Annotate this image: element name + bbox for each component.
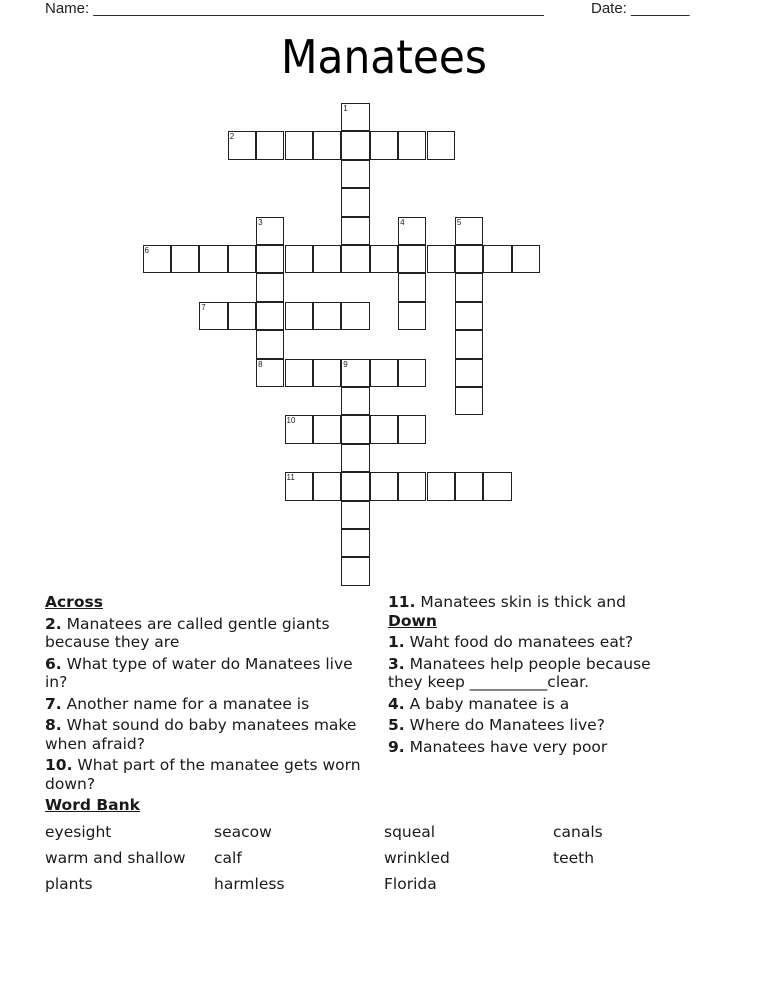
grid-cell[interactable]	[341, 501, 369, 529]
word-bank-item: warm and shallow	[45, 849, 186, 867]
grid-cell[interactable]	[199, 245, 227, 273]
grid-cell[interactable]	[285, 415, 313, 443]
grid-cell[interactable]	[370, 415, 398, 443]
grid-cell[interactable]	[398, 359, 426, 387]
grid-cell[interactable]	[313, 245, 341, 273]
grid-cell[interactable]	[285, 302, 313, 330]
word-bank-heading: Word Bank	[45, 796, 140, 814]
clue-number: 6	[144, 246, 149, 255]
grid-cell[interactable]	[285, 131, 313, 159]
grid-cell[interactable]	[455, 359, 483, 387]
grid-cell[interactable]	[341, 103, 369, 131]
grid-cell[interactable]	[341, 245, 369, 273]
word-bank-item: harmless	[214, 875, 285, 893]
clue-down-4: 4. A baby manatee is a	[388, 694, 570, 713]
grid-cell[interactable]	[398, 245, 426, 273]
grid-cell[interactable]	[483, 245, 511, 273]
grid-cell[interactable]	[455, 302, 483, 330]
grid-cell[interactable]	[398, 273, 426, 301]
grid-cell[interactable]	[313, 302, 341, 330]
date-field[interactable]: Date: _______	[591, 0, 690, 17]
clue-number: 11	[286, 473, 295, 483]
grid-cell[interactable]	[455, 245, 483, 273]
clue-across-11: 11. Manatees skin is thick and	[388, 593, 626, 611]
clue-across-10: 10. What part of the manatee gets worn down?	[45, 756, 361, 793]
grid-cell[interactable]	[341, 217, 369, 245]
grid-cell[interactable]	[285, 359, 313, 387]
grid-cell[interactable]	[398, 302, 426, 330]
word-bank-item: eyesight	[45, 823, 112, 841]
across-heading: Across	[45, 593, 103, 611]
grid-cell[interactable]	[143, 245, 171, 273]
grid-cell[interactable]	[483, 472, 511, 500]
grid-cell[interactable]	[256, 330, 284, 358]
clue-number: 1	[343, 104, 348, 113]
grid-cell[interactable]	[398, 131, 426, 159]
grid-cell[interactable]	[341, 188, 369, 216]
clue-number: 9	[343, 359, 348, 369]
grid-cell[interactable]	[455, 217, 483, 245]
page-title: Manatees	[281, 30, 487, 84]
clue-across-6: 6. What type of water do Manatees live in?	[45, 654, 353, 691]
grid-cell[interactable]	[427, 245, 455, 273]
grid-cell[interactable]	[370, 131, 398, 159]
grid-cell[interactable]	[199, 302, 227, 330]
grid-cell[interactable]	[228, 245, 256, 273]
grid-cell[interactable]	[370, 472, 398, 500]
grid-cell[interactable]	[256, 131, 284, 159]
grid-cell[interactable]	[455, 330, 483, 358]
clue-number: 3	[258, 217, 263, 227]
clue-number: 5	[456, 217, 462, 227]
grid-cell[interactable]	[256, 359, 284, 387]
grid-cell[interactable]	[256, 217, 284, 245]
clue-number: 4	[400, 217, 405, 227]
grid-cell[interactable]	[256, 302, 284, 330]
grid-cell[interactable]	[313, 359, 341, 387]
grid-cell[interactable]	[341, 131, 369, 159]
grid-cell[interactable]	[313, 131, 341, 159]
grid-cell[interactable]	[341, 160, 369, 188]
clue-number: 8	[258, 359, 263, 369]
clues-left-column	[45, 593, 365, 796]
grid-cell[interactable]	[313, 472, 341, 500]
grid-cell[interactable]	[512, 245, 540, 273]
grid-cell[interactable]	[285, 245, 313, 273]
grid-cell[interactable]	[228, 131, 256, 159]
word-bank-item: wrinkled	[384, 849, 450, 867]
grid-cell[interactable]	[341, 444, 369, 472]
grid-cell[interactable]	[398, 472, 426, 500]
down-heading: Down	[388, 611, 437, 630]
grid-cell[interactable]	[398, 217, 426, 245]
grid-cell[interactable]	[341, 529, 369, 557]
grid-cell[interactable]	[398, 415, 426, 443]
grid-cell[interactable]	[256, 245, 284, 273]
grid-cell[interactable]	[455, 472, 483, 500]
grid-cell[interactable]	[256, 273, 284, 301]
word-bank-item: seacow	[214, 823, 272, 841]
grid-cell[interactable]	[171, 245, 199, 273]
clue-down-5: 5. Where do Manatees live?	[388, 716, 605, 734]
clue-down-9: 9. Manatees have very poor	[388, 737, 608, 756]
grid-cell[interactable]	[455, 273, 483, 301]
grid-cell[interactable]	[285, 472, 313, 500]
word-bank-item: plants	[45, 875, 93, 893]
grid-cell[interactable]	[370, 359, 398, 387]
name-field[interactable]: Name: ______________________________________________________	[45, 0, 544, 17]
clue-down-3: 3. Manatees help people because they keep __________clear.	[388, 654, 651, 691]
grid-cell[interactable]	[341, 557, 369, 585]
clue-across-7: 7. Another name for a manatee is	[45, 694, 310, 713]
grid-cell[interactable]	[228, 302, 256, 330]
grid-cell[interactable]	[313, 415, 341, 443]
grid-cell[interactable]	[341, 472, 369, 500]
grid-cell[interactable]	[341, 359, 369, 387]
word-bank-item: canals	[553, 823, 603, 841]
grid-cell[interactable]	[370, 245, 398, 273]
word-bank-item: Florida	[384, 875, 437, 893]
clue-number: 10	[286, 416, 296, 426]
grid-cell[interactable]	[341, 302, 369, 330]
word-bank-item: teeth	[553, 849, 595, 867]
grid-cell[interactable]	[341, 387, 369, 415]
clue-across-2: 2. Manatees are called gentle giants because they are	[45, 614, 330, 651]
clue-down-1: 1. Waht food do manatees eat?	[388, 633, 634, 651]
grid-cell[interactable]	[341, 415, 369, 443]
grid-cell[interactable]	[427, 131, 455, 159]
clue-across-8: 8. What sound do baby manatees make when afraid?	[45, 716, 357, 753]
clue-number: 7	[201, 302, 206, 312]
grid-cell[interactable]	[427, 472, 455, 500]
grid-cell[interactable]	[455, 387, 483, 415]
clues-right-column	[388, 593, 688, 759]
word-bank-item: squeal	[384, 823, 436, 841]
clue-number: 2	[229, 132, 235, 142]
word-bank-item: calf	[214, 849, 242, 867]
